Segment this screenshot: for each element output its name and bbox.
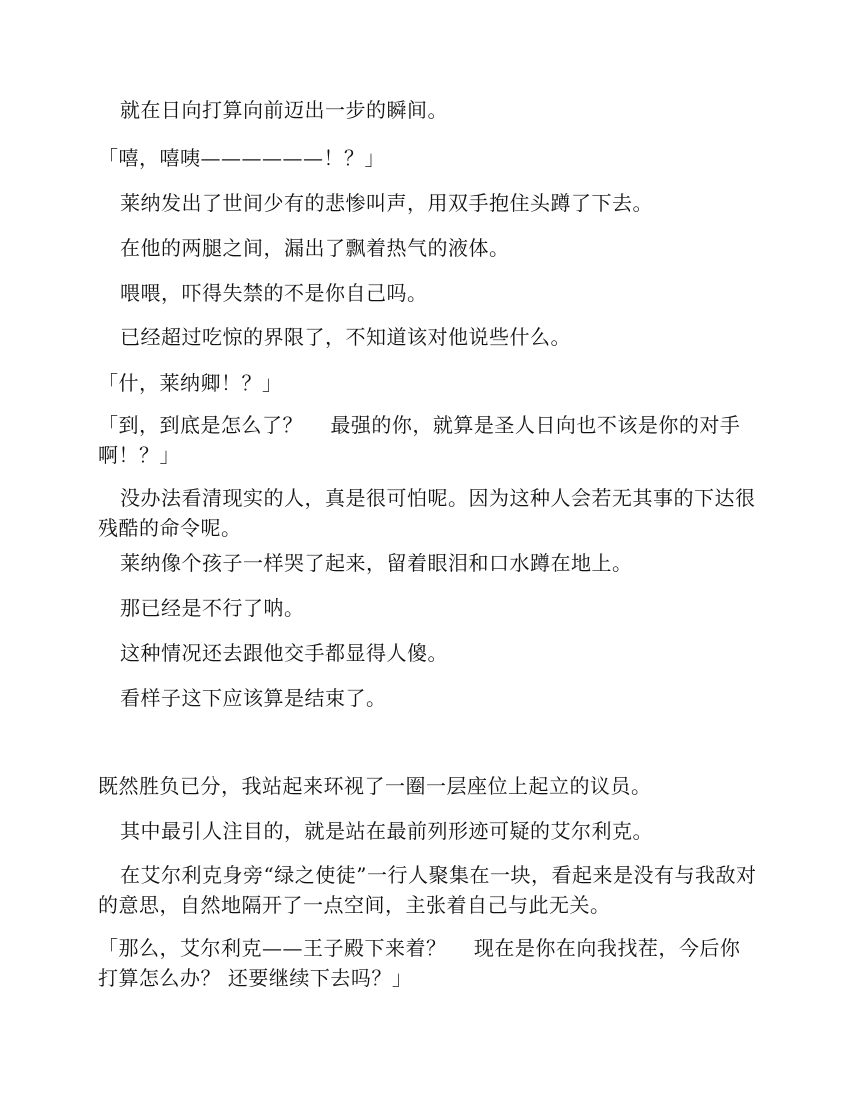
paragraph: 既然胜负已分，我站起来环视了一圈一层座位上起立的议员。 (98, 774, 652, 798)
paragraph: 没办法看清现实的人，真是很可怕呢。因为这种人会若无其事的下达很残酷的命令呢。 (98, 486, 756, 540)
paragraph: 这种情况还去跟他交手都显得人傻。 (120, 641, 448, 665)
paragraph: 在艾尔利克身旁“绿之使徒”一行人聚集在一块，看起来是没有与我敌对的意思，自然地隔开了一点空间，主张着自己与此无关。 (98, 863, 757, 917)
dialogue-line: 「那么，艾尔利克——王子殿下来着？ 现在是你在向我找茬，今后你打算怎么办？ 还要继续下去吗？」 (98, 936, 741, 990)
paragraph: 那已经是不行了呐。 (120, 596, 305, 620)
paragraph: 就在日向打算向前迈出一步的瞬间。 (120, 98, 448, 122)
paragraph: 已经超过吃惊的界限了，不知道该对他说些什么。 (120, 325, 571, 349)
dialogue-line: 「到，到底是怎么了？ 最强的你，就算是圣人日向也不该是你的对手啊！？」 (98, 413, 741, 467)
dialogue-line: 「什，莱纳卿！？」 (98, 371, 283, 395)
paragraph: 看样子这下应该算是结束了。 (120, 686, 387, 710)
paragraph: 喂喂，吓得失禁的不是你自己吗。 (120, 281, 428, 305)
dialogue-line: 「嘻，嘻咦——————！？」 (98, 146, 385, 170)
paragraph: 其中最引人注目的，就是站在最前列形迹可疑的艾尔利克。 (120, 819, 653, 843)
paragraph: 在他的两腿之间，漏出了飘着热气的液体。 (120, 236, 510, 260)
paragraph: 莱纳像个孩子一样哭了起来，留着眼泪和口水蹲在地上。 (120, 551, 633, 575)
paragraph: 莱纳发出了世间少有的悲惨叫声，用双手抱住头蹲了下去。 (120, 191, 653, 215)
